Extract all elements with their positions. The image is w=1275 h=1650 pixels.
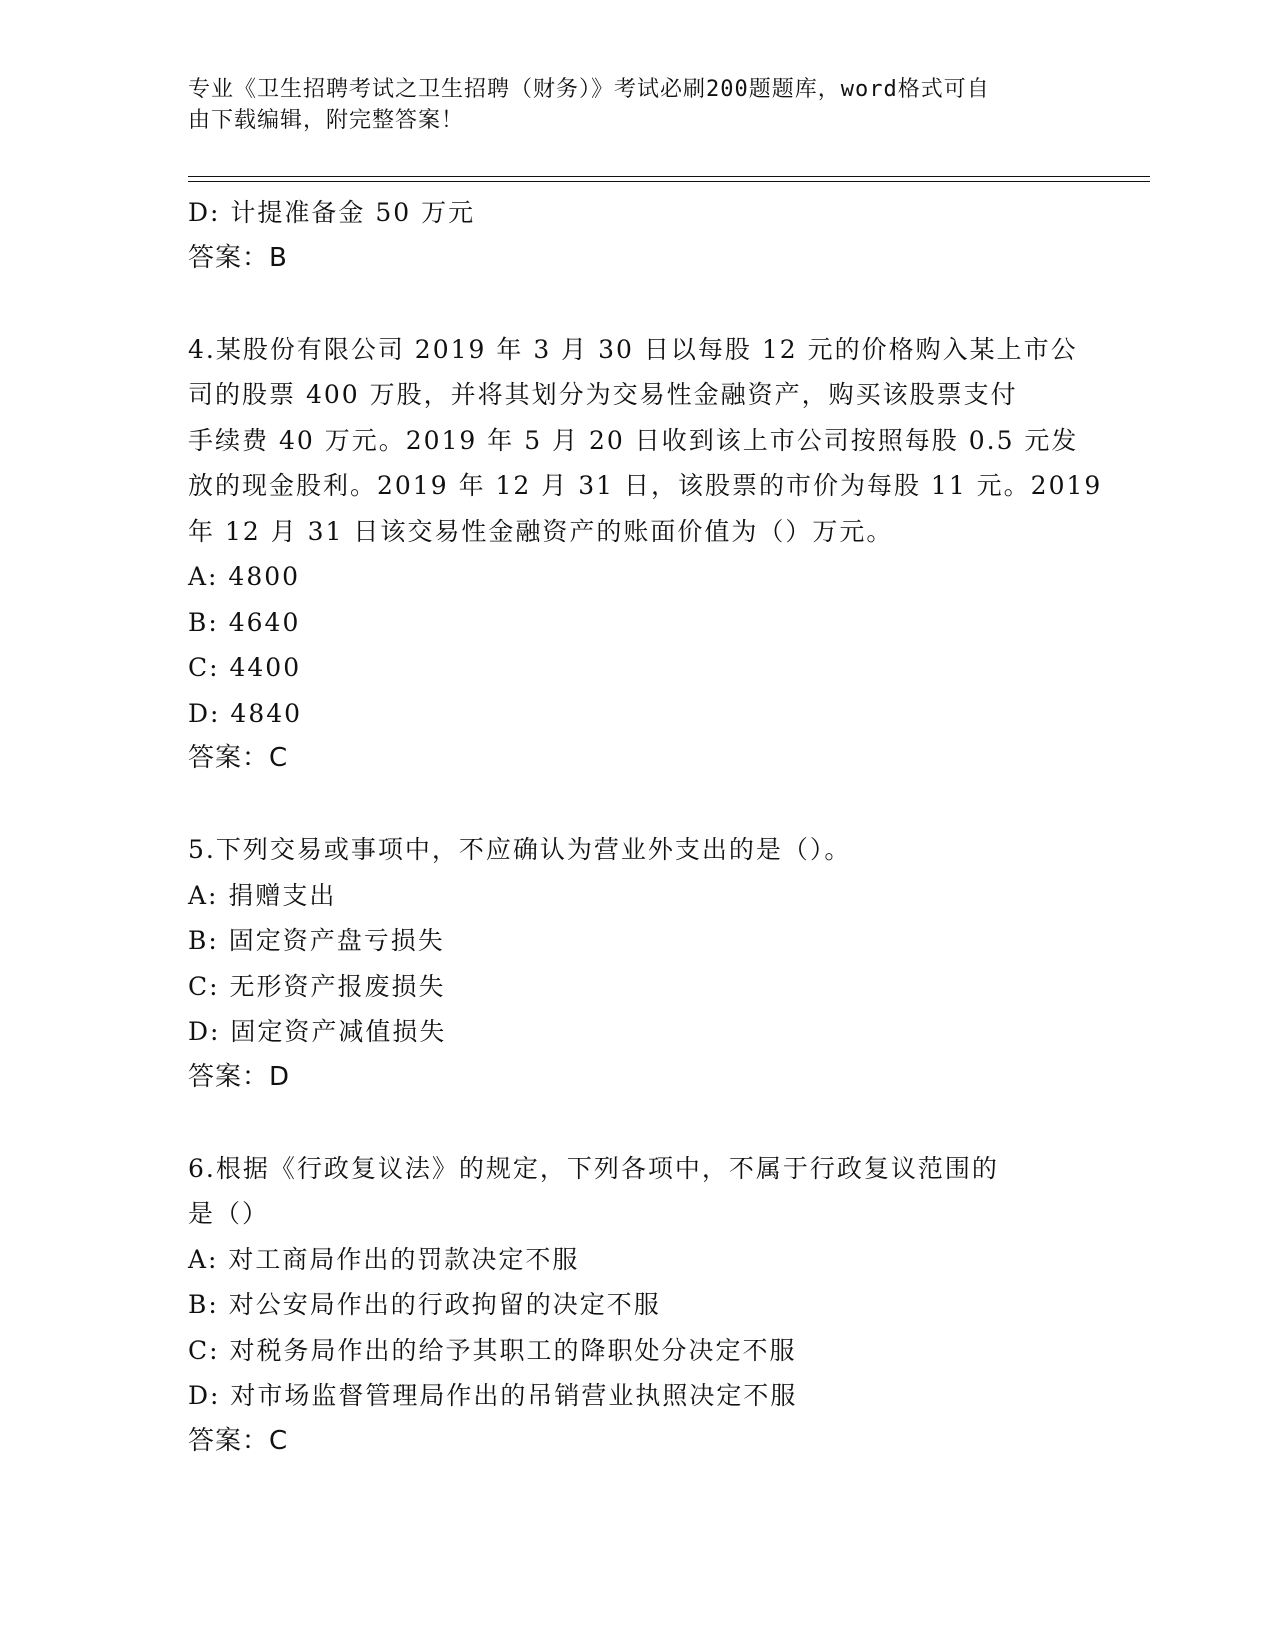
question-stem <box>188 827 1088 873</box>
option-d: D: 对市场监督管理局作出的吊销营业执照决定不服 <box>188 1381 798 1410</box>
document-header <box>188 74 1068 136</box>
question-5 <box>188 827 1088 1100</box>
option-d: D: 4840 <box>188 698 303 728</box>
answer-line: 答案：D <box>188 1061 291 1092</box>
header-line-1: 专业《卫生招聘考试之卫生招聘（财务）》考试必刷200题题库，word格式可自 <box>188 77 990 102</box>
option-b: B: 固定资产盘亏损失 <box>188 926 445 955</box>
spacer <box>188 1100 1088 1146</box>
option-c: C: 对税务局作出的给予其职工的降职处分决定不服 <box>188 1335 797 1365</box>
answer-line: 答案：C <box>188 1425 289 1456</box>
stem-line: 放的现金股利。2019 年 12 月 31 日，该股票的市价为每股 11 元。2019 <box>188 471 1103 500</box>
option-b: B: 对公安局作出的行政拘留的决定不服 <box>188 1290 661 1319</box>
answer-line: 答案：C <box>188 743 289 773</box>
option-c: C: 4400 <box>188 653 302 682</box>
carryover-block <box>188 190 1088 281</box>
stem-line: 是（） <box>188 1199 270 1228</box>
answer-line: 答案：B <box>188 242 288 273</box>
question-4 <box>188 327 1103 782</box>
stem-line: 手续费 40 万元。2019 年 5 月 20 日收到该上市公司按照每股 0.5 元发 <box>188 425 1079 455</box>
stem-line: 4.某股份有限公司 2019 年 3 月 30 日以每股 12 元的价格购入某上市公 <box>188 334 1078 364</box>
option-a: A: 捐赠支出 <box>188 880 337 910</box>
option-c: C: 无形资产报废损失 <box>188 971 446 1001</box>
stem-line: 5.下列交易或事项中，不应确认为营业外支出的是（）。 <box>188 835 852 864</box>
question-6 <box>188 1146 1088 1465</box>
question-stem <box>188 327 1103 555</box>
header-line-2: 由下载编辑，附完整答案！ <box>188 108 465 133</box>
header-rule-bottom <box>188 181 1150 182</box>
question-stem <box>188 1146 1088 1237</box>
question-content <box>188 190 1103 1464</box>
option-a: A: 对工商局作出的罚款决定不服 <box>188 1244 580 1274</box>
option-b: B: 4640 <box>188 607 301 637</box>
spacer <box>188 782 1088 828</box>
option-d: D: 固定资产减值损失 <box>188 1017 447 1046</box>
header-rule-top <box>188 176 1150 177</box>
spacer <box>188 281 1088 327</box>
stem-line: 司的股票 400 万股，并将其划分为交易性金融资产，购买该股票支付 <box>188 380 1018 409</box>
stem-line: 年 12 月 31 日该交易性金融资产的账面价值为（）万元。 <box>188 516 894 546</box>
option-a: A: 4800 <box>188 562 301 591</box>
option-d: D: 计提准备金 50 万元 <box>188 198 476 227</box>
stem-line: 6.根据《行政复议法》的规定，下列各项中，不属于行政复议范围的 <box>188 1153 999 1183</box>
